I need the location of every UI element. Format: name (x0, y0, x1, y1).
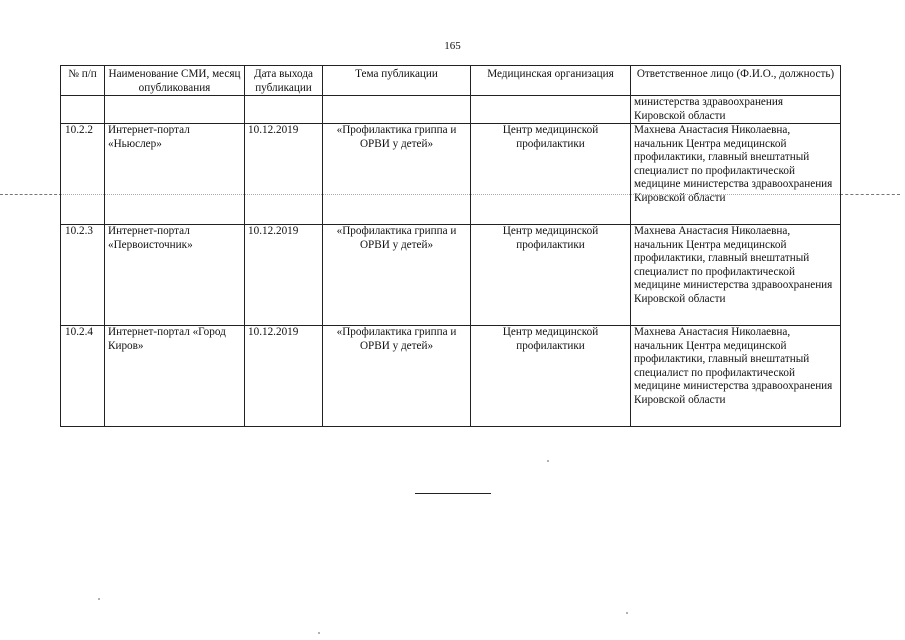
page-number: 165 (444, 40, 461, 52)
row-org: Центр медицинской профилактики (471, 124, 631, 225)
row-date: 10.12.2019 (245, 225, 323, 326)
continuation-responsible: министерства здравоохранения Кировской области (631, 96, 841, 124)
row-num: 10.2.3 (61, 225, 105, 326)
end-of-document-rule (415, 493, 491, 494)
row-responsible: Махнева Анастасия Николаевна, начальник Центра медицинской профилактики, главный внештатный специалист по профилактической медицине министерства здравоохранения Кировской области (631, 124, 841, 225)
scan-speck (98, 598, 100, 600)
row-num: 10.2.4 (61, 326, 105, 427)
table-cell (105, 96, 245, 124)
publications-table (60, 65, 841, 427)
header-topic: Тема публикации (323, 66, 471, 96)
table-row (61, 225, 841, 326)
row-date: 10.12.2019 (245, 326, 323, 427)
scan-speck (626, 612, 628, 614)
header-date: Дата выхода публикации (245, 66, 323, 96)
publications-table-container (60, 65, 840, 427)
row-media: Интернет-портал «Первоисточник» (105, 225, 245, 326)
row-media: Интернет-портал «Город Киров» (105, 326, 245, 427)
header-media: Наименование СМИ, месяц опубликования (105, 66, 245, 96)
table-cell (245, 96, 323, 124)
row-responsible: Махнева Анастасия Николаевна, начальник Центра медицинской профилактики, главный внештатный специалист по профилактической медицине министерства здравоохранения Кировской области (631, 225, 841, 326)
row-media: Интернет-портал «Ньюслер» (105, 124, 245, 225)
table-cell (61, 96, 105, 124)
row-date: 10.12.2019 (245, 124, 323, 225)
header-org: Медицинская организация (471, 66, 631, 96)
table-cell (471, 96, 631, 124)
table-row (61, 124, 841, 225)
row-org: Центр медицинской профилактики (471, 225, 631, 326)
scan-fold-line-left (0, 194, 62, 195)
scan-speck (547, 460, 549, 462)
table-header-row (61, 66, 841, 96)
row-num: 10.2.2 (61, 124, 105, 225)
header-num: № п/п (61, 66, 105, 96)
table-cell (323, 96, 471, 124)
row-topic: «Профилактика гриппа и ОРВИ у детей» (323, 225, 471, 326)
row-responsible: Махнева Анастасия Николаевна, начальник Центра медицинской профилактики, главный внештатный специалист по профилактической медицине министерства здравоохранения Кировской области (631, 326, 841, 427)
row-topic: «Профилактика гриппа и ОРВИ у детей» (323, 326, 471, 427)
scan-fold-line-right (840, 194, 900, 195)
continuation-row (61, 96, 841, 124)
row-org: Центр медицинской профилактики (471, 326, 631, 427)
row-topic: «Профилактика гриппа и ОРВИ у детей» (323, 124, 471, 225)
table-row (61, 326, 841, 427)
header-responsible: Ответственное лицо (Ф.И.О., должность) (631, 66, 841, 96)
scan-speck (318, 632, 320, 634)
